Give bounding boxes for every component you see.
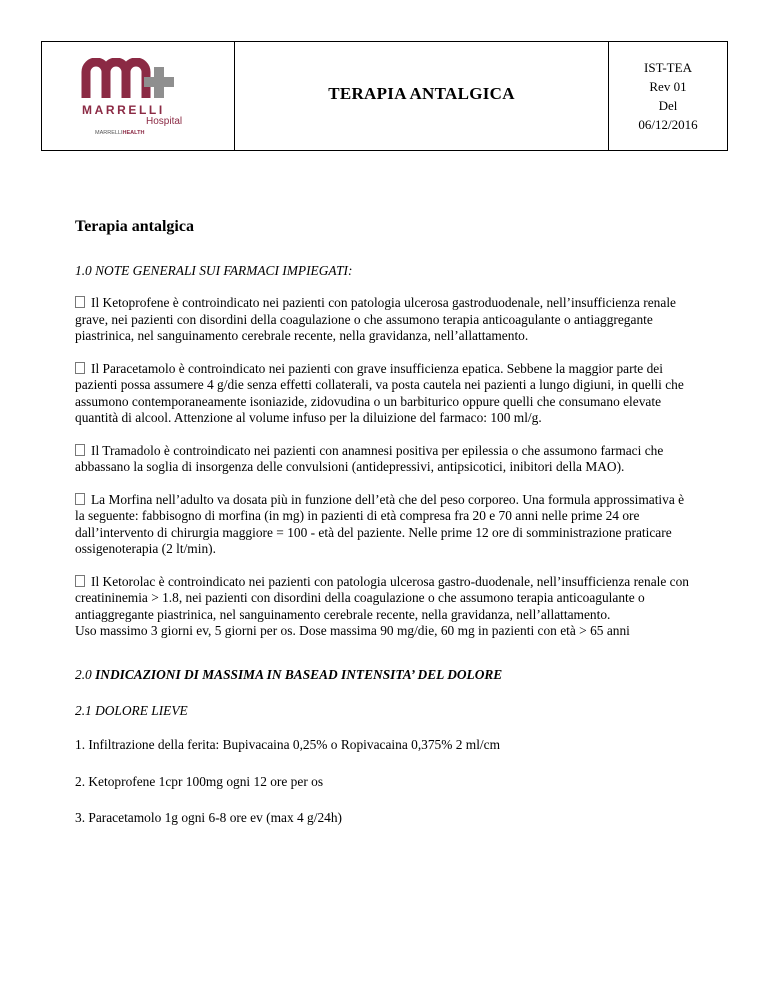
paragraph-paracetamolo: Il Paracetamolo è controindicato nei pazienti con grave insufficienza epatica. Sebbene la maggior parte dei pazienti possa assumere 4 g/die senza effetti collaterali, va posta cautela nei pazienti a lungo digiuni, in quelli che assumono contemporaneamente isoniazide, zidovudina o un barbiturico oppure quelli che consumano elevate quantità di alcool. Attenzione al volume infuso per la diluizione del farmaco: 100 ml/g. [75,360,684,425]
paragraph-ketoprofene: Il Ketoprofene è controindicato nei pazienti con patologia ulcerosa gastroduodenale, nell’insufficienza renale grave, nei pazienti con disordini della coagulazione o che assumono terapia anticoagulante o antiaggregante piastrinica, nel sanguinamento cerebrale recente, nella gravidanza, nell’allattamento. [75,295,676,343]
list-item: 3. Paracetamolo 1g ogni 6-8 ore ev (max 4 g/24h) [75,809,342,825]
logo-sub: Hospital [146,116,183,127]
date-value: 06/12/2016 [638,117,698,132]
logo-text: MARRELLI [82,103,165,117]
document-title: TERAPIA ANTALGICA [328,84,515,103]
bullet-icon [75,575,85,587]
list-item: 2. Ketoprofene 1cpr 100mg ogni 12 ore per os [75,774,324,789]
document-body [75,219,695,826]
bullet-icon [75,296,85,308]
marrelli-logo [80,58,198,136]
section-1-title: 1.0 NOTE GENERALI SUI FARMACI IMPIEGATI: [75,262,353,278]
revision: Rev 01 [649,79,687,94]
paragraph-morfina: La Morfina nell’adulto va dosata più in funzione dell’età che del peso corporeo. Una formula approssimativa è la seguente: fabbisogno di morfina (in mg) in pazienti di età compresa fra 20 e 70 anni nelle prime 24 ore dall’intervento di chirurgia maggiore = 100 - età del paziente. Nelle prime 12 ore di somministrazione praticare ossigenoterapia (2 lt/min). [75,491,685,556]
logo-cell [42,42,235,150]
bullet-icon [75,362,85,374]
doc-code: IST-TEA [644,60,692,75]
paragraph-ketorolac: Il Ketorolac è controindicato nei pazienti con patologia ulcerosa gastro-duodenale, nell’insufficienza renale con creatininemia > 1.8, nei pazienti con disordini della coagulazione o che assumono terapia anticoagulante o antiaggregante piastrinica, nel sanguinamento cerebrale recente, nella gravidanza, nell’allattamento. [75,573,689,622]
meta-cell [609,42,727,150]
date-label: Del [658,98,678,113]
bullet-icon [75,493,85,505]
bullet-icon [75,444,85,456]
title-cell [235,42,609,150]
logo-brand: MARRELLIHEALTH [95,130,145,136]
header-table [41,41,728,151]
list-item: 1. Infiltrazione della ferita: Bupivacaina 0,25% o Ropivacaina 0,375% 2 ml/cm [75,736,501,752]
ketorolac-note: Uso massimo 3 giorni ev, 5 giorni per os. Dose massima 90 mg/die, 60 mg in pazienti con età > 65 anni [75,623,630,638]
page-heading: Terapia antalgica [75,218,194,235]
section-2-title: 2.0 INDICAZIONI DI MASSIMA IN BASEAD INTENSITA’ DEL DOLORE [75,666,503,682]
section-2-1-title: 2.1 DOLORE LIEVE [75,703,188,718]
paragraph-tramadolo: Il Tramadolo è controindicato nei pazienti con anamnesi positiva per epilessia o che assumono farmaci che abbassano la soglia di insorgenza delle convulsioni (antidepressivi, antipsicotici, inibitori della MAO). [75,442,664,474]
